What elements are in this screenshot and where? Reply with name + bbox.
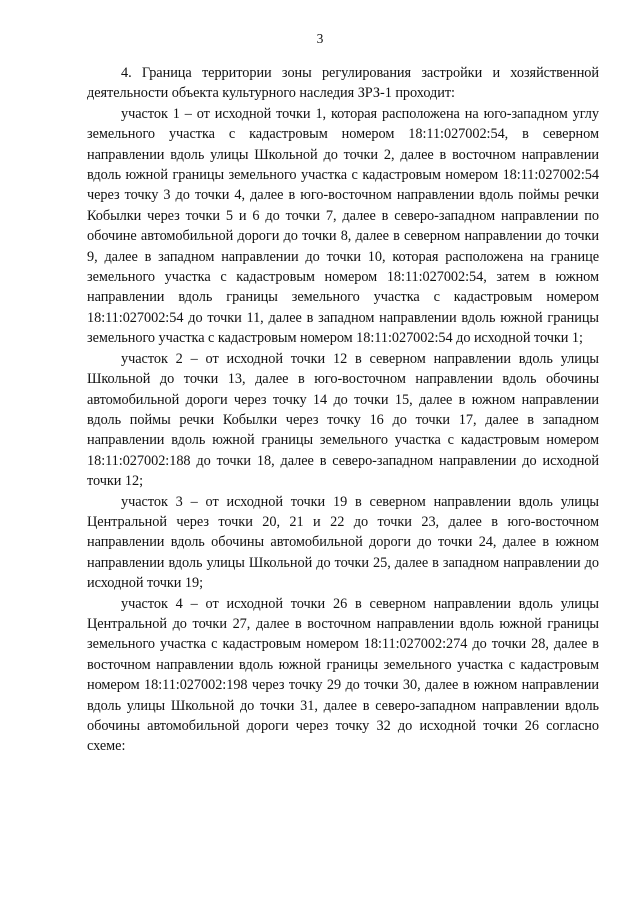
- plot-1-description: участок 1 – от исходной точки 1, которая расположена на юго-западном углу земельного участка с кадастровым номером 18:11:027002:54, в северном направлении вдоль улицы Школьной до точки 2, далее в восточном направлении вдоль южной границы земельного участка с кадастровым номером 18:11:027002:54 через точку 3 до точки 4, далее в юго-восточном направлении вдоль поймы речки Кобылки через точки 5 и 6 до точки 7, далее в северо-западном направлении по обочине автомобильной дороги до точки 8, далее в северном направлении до точки 9, далее в западном направлении до точки 10, которая расположена на границе земельного участка с кадастровым номером 18:11:027002:54, затем в южном направлении вдоль границы земельного участка с кадастровым номером 18:11:027002:54 до точки 11, далее в западном направлении вдоль южной границы земельного участка с кадастровым номером 18:11:027002:54 до исходной точки 1;: [87, 105, 599, 347]
- page-number: 3: [316, 31, 324, 46]
- plot-2-description: участок 2 – от исходной точки 12 в северном направлении вдоль улицы Школьной до точки 13, далее в юго-восточном направлении вдоль обочины автомобильной дороги через точку 14 до точки 15, далее в южном направлении вдоль поймы речки Кобылки через точку 16 до точки 17, далее в западном направлении вдоль южной границы земельного участка с кадастровым номером 18:11:027002:188 до точки 18, далее в северо-западном направлении до исходной точки 12;: [87, 350, 599, 490]
- plot-4-description: участок 4 – от исходной точки 26 в северном направлении вдоль улицы Центральной до точки 27, далее в восточном направлении вдоль южной границы земельного участка с кадастровым номером 18:11:027002:274 до точки 28, далее в восточном направлении вдоль южной границы земельного участка с кадастровым номером 18:11:027002:198 через точку 29 до точки 30, далее в южном направлении вдоль улицы Школьной до точки 31, далее в северо-западном направлении вдоль обочины автомобильной дороги через точку 32 до исходной точки 26 согласно схеме:: [87, 595, 599, 755]
- section-4-heading: 4. Граница территории зоны регулирования застройки и хозяйственной деятельности объекта культурного наследия ЗРЗ-1 проходит:: [87, 65, 599, 102]
- plot-3-description: участок 3 – от исходной точки 19 в северном направлении вдоль улицы Центральной через точки 20, 21 и 22 до точки 23, далее в юго-восточном направлении вдоль обочины автомобильной дороги до точки 24, далее в южном направлении вдоль улицы Школьной до точки 25, далее в западном направлении до исходной точки 19;: [87, 493, 599, 592]
- document-body: [87, 63, 599, 757]
